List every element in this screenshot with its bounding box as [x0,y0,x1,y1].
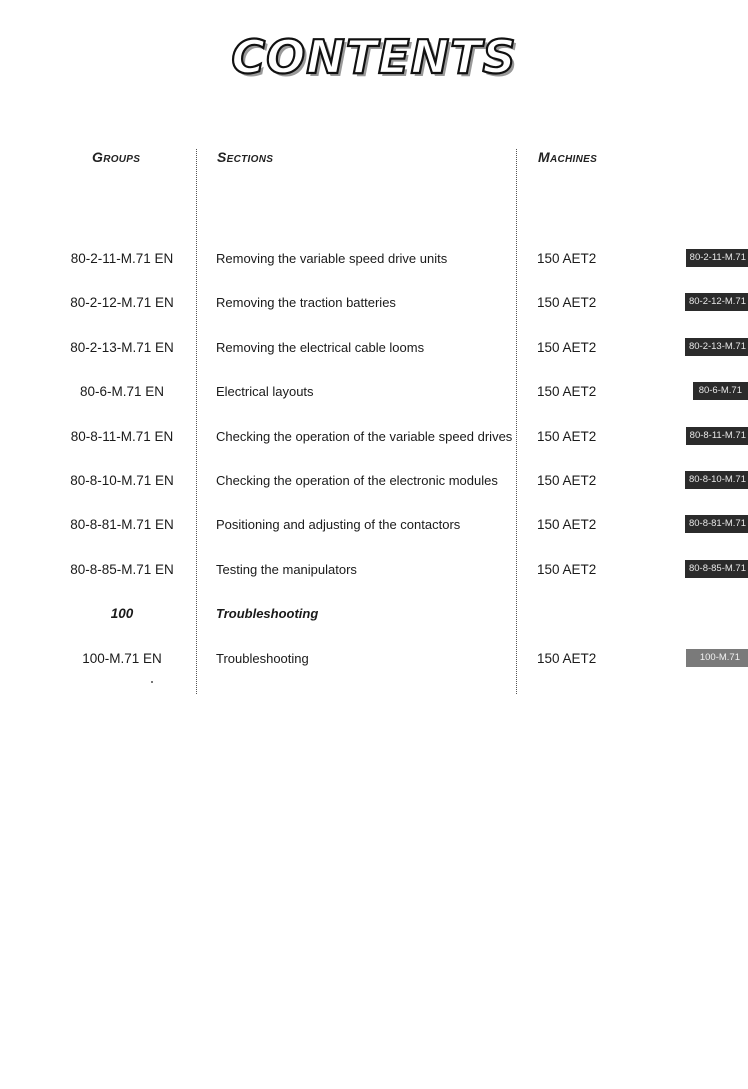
group-code: 80-8-11-M.71 EN [70,428,174,444]
group-code: 80-6-M.71 EN [79,384,165,400]
contents-row[interactable] [0,236,748,280]
machine-model: 150 AET2 [537,339,597,355]
section-tab[interactable]: 80-8-81-M.71 [685,515,748,533]
section-title: Positioning and adjusting of the contactors [216,517,461,533]
machine-model: 150 AET2 [537,650,597,666]
contents-table [0,236,748,680]
section-tab[interactable]: 80-8-85-M.71 [685,560,748,578]
group-heading-title: Troubleshooting [216,606,319,622]
section-title: Removing the variable speed drive units [216,251,448,266]
page-title: CONTENTS [231,30,517,84]
group-heading: 100 [110,606,134,622]
section-title: Electrical layouts [216,384,314,400]
machine-model: 150 AET2 [537,384,597,400]
section-tab[interactable]: 80-2-11-M.71 [686,249,748,267]
section-title: Removing the electrical cable looms [216,339,425,355]
group-code: 80-8-81-M.71 EN [70,517,174,533]
machine-model: 150 AET2 [537,517,597,533]
machine-model: 150 AET2 [537,561,597,577]
machine-model: 150 AET2 [537,251,597,266]
section-tab[interactable]: 100-M.71 [686,649,748,667]
group-code: 100-M.71 EN [82,650,162,666]
contents-row[interactable] [0,547,748,591]
contents-row[interactable] [0,502,748,546]
contents-row[interactable] [0,280,748,324]
contents-row[interactable] [0,458,748,502]
group-code: 80-8-10-M.71 EN [70,472,174,488]
group-code: 80-8-85-M.71 EN [70,561,174,577]
contents-row[interactable] [0,414,748,458]
group-code: 80-2-11-M.71 EN [70,251,174,266]
section-tab[interactable]: 80-2-13-M.71 [685,338,748,356]
machines-column-header: Machines [538,149,598,165]
section-tab[interactable]: 80-6-M.71 [693,382,748,400]
section-title: Testing the manipulators [216,561,357,577]
group-heading-row [0,591,748,635]
contents-row[interactable] [0,636,748,680]
section-title: Checking the operation of the variable speed drives [216,428,513,444]
section-tab[interactable]: 80-2-12-M.71 [685,293,748,311]
section-tab[interactable]: 80-8-11-M.71 [686,427,748,445]
scan-speck [151,681,153,683]
sections-column-header: Sections [217,149,274,165]
section-title: Checking the operation of the electronic modules [216,472,498,488]
contents-row[interactable] [0,325,748,369]
machine-model: 150 AET2 [537,428,597,444]
groups-column-header: Groups [92,149,141,165]
section-title: Troubleshooting [216,650,309,666]
section-title: Removing the traction batteries [216,295,396,311]
group-code: 80-2-13-M.71 EN [70,339,174,355]
contents-row[interactable] [0,369,748,413]
machine-model: 150 AET2 [537,472,597,488]
machine-model: 150 AET2 [537,295,597,311]
group-code: 80-2-12-M.71 EN [70,295,174,311]
section-tab[interactable]: 80-8-10-M.71 [685,471,748,489]
